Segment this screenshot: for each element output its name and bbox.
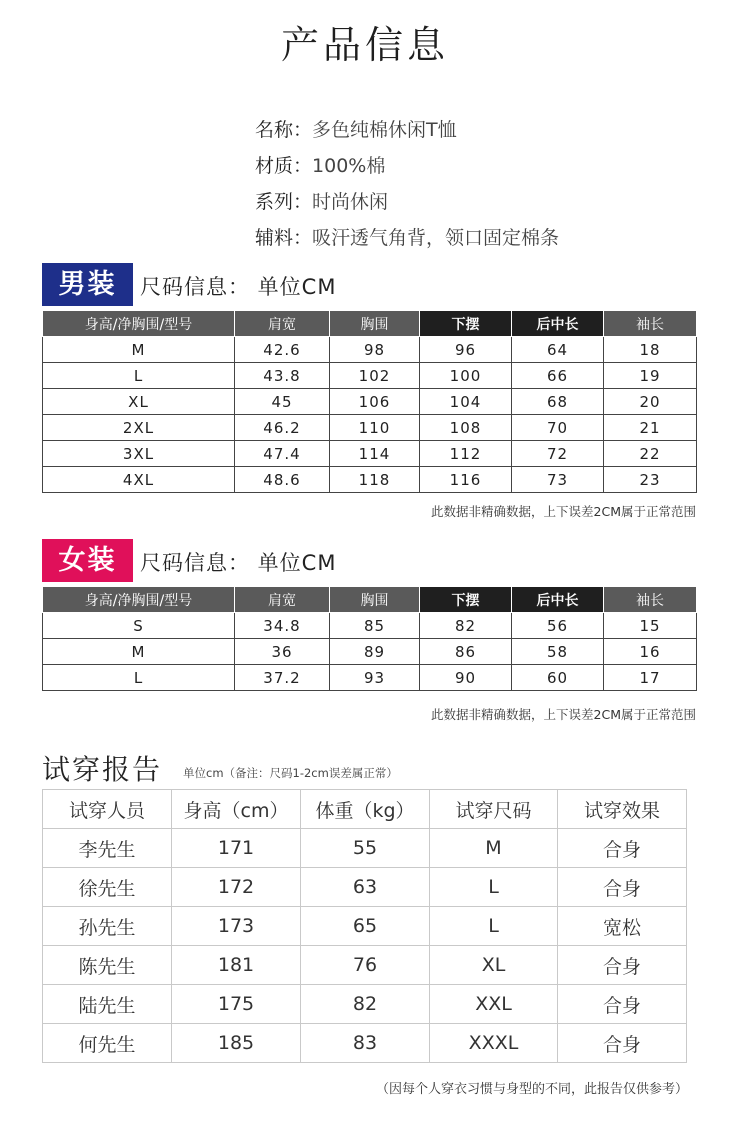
table-cell: 陆先生	[43, 985, 172, 1024]
table-cell: 85	[330, 613, 420, 639]
column-header: 身高/净胸围/型号	[43, 311, 235, 337]
table-row	[43, 907, 687, 946]
women-badge: 女装	[42, 539, 133, 582]
table-cell: 18	[604, 337, 697, 363]
table-cell: 73	[512, 467, 604, 493]
info-value: 吸汗透气角背，领口固定棉条	[312, 227, 560, 249]
trial-table-header-row	[43, 790, 687, 829]
table-cell: 83	[301, 1024, 430, 1063]
table-cell: 47.4	[235, 441, 330, 467]
table-cell: 何先生	[43, 1024, 172, 1063]
table-cell: XL	[430, 946, 558, 985]
table-cell: XXXL	[430, 1024, 558, 1063]
table-cell: 2XL	[43, 415, 235, 441]
column-header: 试穿尺码	[430, 790, 558, 829]
info-label: 材质：	[255, 155, 313, 177]
table-cell: 68	[512, 389, 604, 415]
table-cell: 合身	[558, 1024, 687, 1063]
column-header: 肩宽	[235, 311, 330, 337]
table-row	[43, 467, 697, 493]
table-row	[43, 1024, 687, 1063]
table-cell: 19	[604, 363, 697, 389]
table-cell: 55	[301, 829, 430, 868]
info-label: 系列：	[255, 191, 313, 213]
table-cell: 徐先生	[43, 868, 172, 907]
trial-report-footer: （因每个人穿衣习惯与身型的不同，此报告仅供参考）	[375, 1082, 688, 1097]
table-cell: 合身	[558, 829, 687, 868]
table-cell: 42.6	[235, 337, 330, 363]
info-row-accessories	[255, 220, 559, 256]
men-size-table	[42, 311, 697, 493]
column-header: 试穿人员	[43, 790, 172, 829]
table-cell: 李先生	[43, 829, 172, 868]
men-badge: 男装	[42, 263, 133, 306]
table-cell: 116	[420, 467, 512, 493]
table-cell: 58	[512, 639, 604, 665]
column-header: 身高/净胸围/型号	[43, 587, 235, 613]
trial-report-title: 试穿报告	[42, 753, 163, 786]
table-cell: 56	[512, 613, 604, 639]
table-cell: 106	[330, 389, 420, 415]
info-label: 名称：	[255, 119, 313, 141]
table-cell: 66	[512, 363, 604, 389]
men-table-body	[43, 337, 697, 493]
column-header: 下摆	[420, 587, 512, 613]
product-info	[255, 112, 559, 256]
table-cell: 118	[330, 467, 420, 493]
info-label: 辅料：	[255, 227, 313, 249]
table-cell: 15	[604, 613, 697, 639]
table-cell: 72	[512, 441, 604, 467]
column-header: 体重（kg）	[301, 790, 430, 829]
table-cell: 82	[420, 613, 512, 639]
table-cell: 100	[420, 363, 512, 389]
info-row-material	[255, 148, 559, 184]
column-header: 袖长	[604, 587, 697, 613]
table-row	[43, 337, 697, 363]
table-cell: 173	[172, 907, 301, 946]
table-cell: 23	[604, 467, 697, 493]
table-cell: 3XL	[43, 441, 235, 467]
table-cell: 65	[301, 907, 430, 946]
table-cell: 合身	[558, 985, 687, 1024]
info-value: 100%棉	[312, 155, 386, 177]
table-cell: 102	[330, 363, 420, 389]
table-row	[43, 613, 697, 639]
info-row-series	[255, 184, 559, 220]
table-row	[43, 665, 697, 691]
table-cell: 171	[172, 829, 301, 868]
table-cell: 114	[330, 441, 420, 467]
table-cell: 17	[604, 665, 697, 691]
table-cell: 64	[512, 337, 604, 363]
column-header: 后中长	[512, 587, 604, 613]
table-cell: XXL	[430, 985, 558, 1024]
women-size-subtitle: 尺码信息： 单位CM	[140, 551, 337, 575]
men-size-subtitle: 尺码信息： 单位CM	[140, 275, 337, 299]
table-cell: L	[430, 907, 558, 946]
table-cell: 22	[604, 441, 697, 467]
column-header: 肩宽	[235, 587, 330, 613]
table-cell: 孙先生	[43, 907, 172, 946]
table-cell: 46.2	[235, 415, 330, 441]
men-size-note: 此数据非精确数据，上下误差2CM属于正常范围	[431, 504, 696, 519]
table-cell: 45	[235, 389, 330, 415]
table-cell: 20	[604, 389, 697, 415]
table-cell: 96	[420, 337, 512, 363]
column-header: 袖长	[604, 311, 697, 337]
info-value: 时尚休闲	[312, 191, 389, 213]
table-row	[43, 946, 687, 985]
table-cell: 90	[420, 665, 512, 691]
trial-report-subtitle: 单位cm（备注：尺码1-2cm误差属正常）	[183, 766, 398, 780]
table-cell: 112	[420, 441, 512, 467]
table-cell: 76	[301, 946, 430, 985]
table-cell: 86	[420, 639, 512, 665]
info-value: 多色纯棉休闲T恤	[312, 119, 457, 141]
table-cell: 60	[512, 665, 604, 691]
table-cell: S	[43, 613, 235, 639]
women-size-table	[42, 587, 697, 691]
table-cell: 89	[330, 639, 420, 665]
table-cell: 172	[172, 868, 301, 907]
table-cell: 43.8	[235, 363, 330, 389]
women-table-body	[43, 613, 697, 691]
men-table-header-row	[43, 311, 697, 337]
table-cell: M	[43, 337, 235, 363]
table-cell: 37.2	[235, 665, 330, 691]
column-header: 身高（cm）	[172, 790, 301, 829]
women-size-note: 此数据非精确数据，上下误差2CM属于正常范围	[431, 707, 696, 722]
table-cell: 70	[512, 415, 604, 441]
table-cell: 104	[420, 389, 512, 415]
table-cell: 82	[301, 985, 430, 1024]
table-cell: 181	[172, 946, 301, 985]
column-header: 下摆	[420, 311, 512, 337]
table-cell: M	[430, 829, 558, 868]
table-row	[43, 829, 687, 868]
table-row	[43, 389, 697, 415]
table-row	[43, 441, 697, 467]
table-cell: 98	[330, 337, 420, 363]
table-cell: 36	[235, 639, 330, 665]
table-cell: 93	[330, 665, 420, 691]
column-header: 试穿效果	[558, 790, 687, 829]
table-cell: 108	[420, 415, 512, 441]
women-table-header-row	[43, 587, 697, 613]
table-row	[43, 639, 697, 665]
table-cell: 185	[172, 1024, 301, 1063]
table-cell: L	[43, 363, 235, 389]
column-header: 胸围	[330, 587, 420, 613]
table-row	[43, 363, 697, 389]
table-cell: 合身	[558, 868, 687, 907]
table-cell: 63	[301, 868, 430, 907]
table-cell: 宽松	[558, 907, 687, 946]
table-cell: L	[430, 868, 558, 907]
table-cell: 110	[330, 415, 420, 441]
table-row	[43, 868, 687, 907]
table-cell: 陈先生	[43, 946, 172, 985]
table-row	[43, 415, 697, 441]
table-cell: 48.6	[235, 467, 330, 493]
table-row	[43, 985, 687, 1024]
table-cell: 175	[172, 985, 301, 1024]
table-cell: M	[43, 639, 235, 665]
table-cell: L	[43, 665, 235, 691]
trial-report-table	[42, 789, 687, 1063]
trial-table-body	[43, 829, 687, 1063]
page-title: 产品信息	[280, 23, 449, 67]
table-cell: XL	[43, 389, 235, 415]
column-header: 胸围	[330, 311, 420, 337]
table-cell: 21	[604, 415, 697, 441]
table-cell: 合身	[558, 946, 687, 985]
table-cell: 4XL	[43, 467, 235, 493]
info-row-name	[255, 112, 559, 148]
table-cell: 16	[604, 639, 697, 665]
column-header: 后中长	[512, 311, 604, 337]
table-cell: 34.8	[235, 613, 330, 639]
